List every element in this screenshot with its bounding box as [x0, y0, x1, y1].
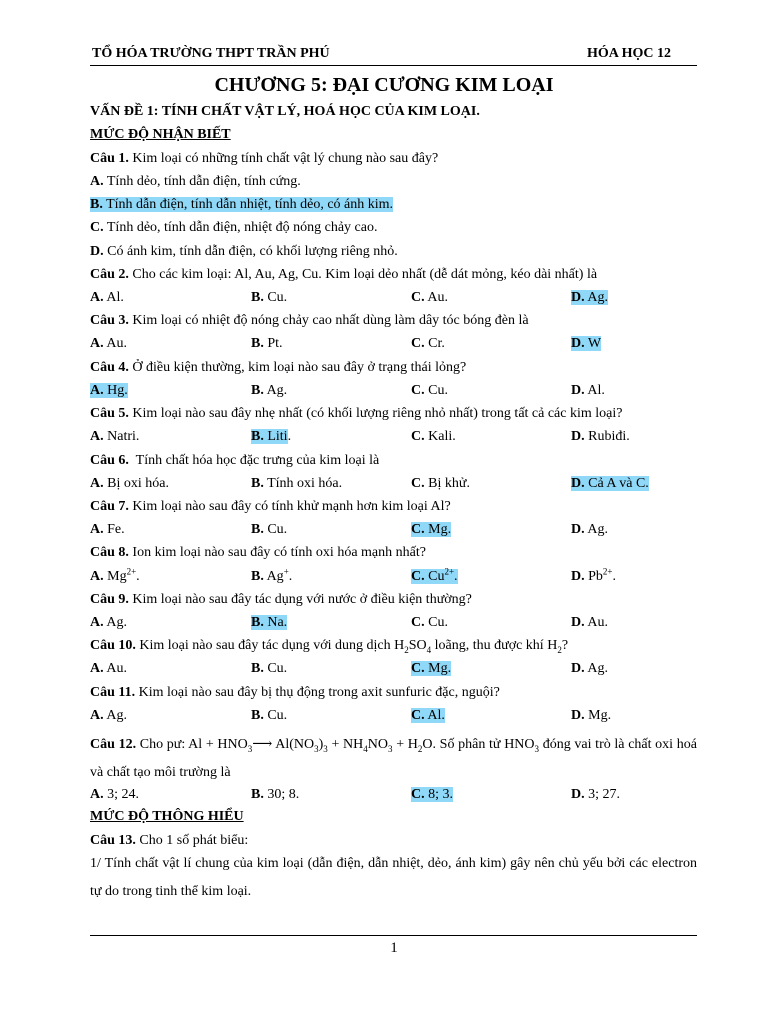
q11-option-b [251, 708, 287, 724]
q8-option-b [251, 566, 293, 585]
option-text: Liti [263, 429, 288, 444]
question-text: Kim loại nào sau đây có tính khử mạnh hơn kim loại Al? [128, 499, 451, 514]
option-text: Ag. [584, 661, 608, 676]
answer-highlight [90, 383, 128, 398]
question-label: Câu 5. [90, 406, 129, 421]
q4-option-b [251, 383, 287, 399]
option-text: Có ánh kim, tính dẫn điện, có khối lượng riêng nhỏ. [103, 244, 398, 259]
q4-option-a [90, 383, 128, 399]
page-title: CHƯƠNG 5: ĐẠI CƯƠNG KIM LOẠI [214, 74, 554, 96]
q8-option-d [571, 566, 616, 585]
q5-option-b [251, 429, 291, 445]
question-text: Kim loại có nhiệt độ nóng chảy cao nhất dùng làm dây tóc bóng đèn là [128, 313, 529, 328]
option-label: D. [571, 429, 585, 444]
option-text: Tính dẻo, tính dẫn điện, nhiệt độ nóng chảy cao. [103, 220, 378, 235]
charge-sup: 2+ [126, 566, 137, 577]
option-label: A. [90, 476, 104, 491]
q6-option-a [90, 476, 169, 492]
option-text: Au. [103, 336, 127, 351]
option-label: A. [90, 661, 104, 676]
option-label: B. [251, 429, 264, 444]
q13-statement-1: 1/ Tính chất vật lí chung của kim loại (dẫn điện, dẫn nhiệt, dẻo, ánh kim) gây nên chủ yếu bởi các electron tự do trong tinh thể kim loại. [90, 856, 697, 899]
question-8 [90, 545, 426, 561]
option-label: B. [251, 569, 264, 584]
q7-option-a [90, 522, 125, 538]
option-label: B. [90, 197, 103, 212]
option-text: Cu. [424, 615, 448, 630]
q11-option-c [411, 708, 445, 724]
question-label: Câu 10. [90, 638, 136, 653]
option-label: A. [90, 569, 104, 584]
option-label: A. [90, 708, 104, 723]
q1-option-a [90, 174, 301, 190]
option-label: C. [90, 220, 104, 235]
option-text: 3; 24. [103, 787, 140, 802]
page-number: 1 [390, 940, 398, 956]
question-label: Câu 9. [90, 592, 129, 607]
answer-highlight [411, 787, 453, 802]
question-text: loãng, thu được khí H [431, 638, 558, 653]
option-label: B. [251, 615, 264, 630]
option-text: 30; 8. [263, 787, 300, 802]
question-label: Câu 4. [90, 360, 129, 375]
option-text: Cu. [263, 661, 288, 676]
question-text: Kim loại nào sau đây bị thụ động trong axit sunfuric đặc, nguội? [135, 685, 500, 700]
option-text: Natri. [103, 429, 140, 444]
option-punct: . [612, 569, 616, 584]
option-punct: . [136, 569, 140, 584]
question-text: Cho các kim loại: Al, Au, Ag, Cu. Kim loại dẻo nhất (dễ dát mỏng, kéo dài nhất) là [128, 267, 598, 282]
answer-highlight [411, 522, 451, 537]
option-text: Mg. [584, 708, 612, 723]
question-4 [90, 360, 466, 376]
question-label: Câu 8. [90, 545, 129, 560]
option-text: Cu [424, 569, 445, 584]
option-label: D. [90, 244, 104, 259]
option-label: A. [90, 522, 104, 537]
reaction-arrow: ⟶ [252, 737, 273, 752]
question-12 [90, 731, 697, 787]
question-label: Câu 6. [90, 453, 129, 468]
option-label: C. [411, 522, 425, 537]
question-label: Câu 1. [90, 151, 129, 166]
question-11 [90, 685, 500, 701]
answer-highlight [411, 708, 445, 723]
q7-option-c [411, 522, 451, 538]
option-text: Cu. [263, 290, 288, 305]
q6-option-d [571, 476, 649, 492]
question-text: + NH [327, 737, 364, 752]
charge-sup: + [283, 566, 289, 577]
answer-highlight [571, 336, 601, 351]
option-label: D. [571, 383, 585, 398]
option-label: B. [251, 708, 264, 723]
option-label: C. [411, 290, 425, 305]
q8-option-a [90, 566, 140, 585]
q1-option-d [90, 244, 398, 260]
option-text: Mg. [424, 661, 452, 676]
question-6 [90, 453, 379, 469]
answer-highlight [251, 615, 287, 630]
q9-option-d [571, 615, 608, 631]
charge-sup: 2+ [602, 566, 613, 577]
q7-option-b [251, 522, 287, 538]
q5-option-a [90, 429, 139, 445]
answer-highlight [411, 661, 451, 676]
option-text: Kali. [424, 429, 456, 444]
option-text: Ag. [584, 522, 608, 537]
q9-option-c [411, 615, 448, 631]
option-label: D. [571, 336, 585, 351]
q9-option-a [90, 615, 127, 631]
q10-option-c [411, 661, 451, 677]
option-text: Mg [103, 569, 127, 584]
q11-option-d [571, 708, 611, 724]
question-text: + H [392, 737, 418, 752]
option-punct: . [454, 569, 458, 584]
option-label: C. [411, 569, 425, 584]
question-text: Kim loại nào sau đây nhẹ nhất (có khối lượng riêng nhỏ nhất) trong tất cả các kim loại? [128, 406, 623, 421]
option-label: D. [571, 522, 585, 537]
option-text: Ag [263, 569, 284, 584]
option-text: Au. [584, 615, 608, 630]
question-label: Câu 2. [90, 267, 129, 282]
option-label: A. [90, 174, 104, 189]
q2-option-c [411, 290, 448, 306]
option-label: D. [571, 708, 585, 723]
option-label: A. [90, 383, 104, 398]
question-text: Kim loại nào sau đây tác dụng với nước ở điều kiện thường? [128, 592, 472, 607]
question-text: ) [318, 737, 324, 752]
q5-option-d [571, 429, 630, 445]
q2-option-a [90, 290, 124, 306]
option-text: Au. [103, 661, 127, 676]
option-text: Mg. [424, 522, 452, 537]
question-label: Câu 7. [90, 499, 129, 514]
answer-highlight [90, 197, 393, 212]
question-text: Cho pư: Al + HNO [136, 737, 248, 752]
option-text: W [584, 336, 602, 351]
option-label: D. [571, 615, 585, 630]
question-text: đóng vai trò là chất oxi hoá và chất tạo môi trường là [90, 737, 697, 780]
option-label: B. [251, 383, 264, 398]
question-label: Câu 13. [90, 833, 136, 848]
subscript: 3 [314, 743, 319, 754]
q5-option-c [411, 429, 456, 445]
option-text: Ag. [103, 615, 127, 630]
option-text: Bị khử. [424, 476, 470, 491]
question-label: Câu 12. [90, 737, 137, 752]
option-label: C. [411, 615, 425, 630]
option-text: Ag. [263, 383, 288, 398]
q1-option-c [90, 220, 377, 236]
option-punct: . [288, 569, 293, 584]
q9-option-b [251, 615, 287, 631]
q10-option-a [90, 661, 127, 677]
subscript: 3 [534, 743, 540, 754]
option-text: Fe. [103, 522, 125, 537]
q3-option-d [571, 336, 601, 352]
option-text: Ag. [584, 290, 608, 305]
question-10 [90, 638, 568, 654]
option-label: B. [251, 787, 264, 802]
answer-highlight [571, 476, 649, 491]
option-label: C. [411, 336, 425, 351]
subscript: 2 [557, 644, 562, 655]
q6-option-c [411, 476, 470, 492]
option-text: Bị oxi hóa. [103, 476, 169, 491]
subscript: 3 [247, 743, 253, 754]
level-heading-recognition: MỨC ĐỘ NHẬN BIẾT [90, 127, 231, 142]
option-text: Au. [424, 290, 448, 305]
subscript: 3 [388, 743, 393, 754]
question-label: Câu 11. [90, 685, 136, 700]
option-punct: . [287, 429, 292, 444]
subscript: 2 [404, 644, 409, 655]
question-text: Cho 1 số phát biểu: [135, 833, 249, 848]
question-label: Câu 3. [90, 313, 129, 328]
subscript: 2 [417, 743, 423, 754]
question-text: Kim loại có những tính chất vật lý chung nào sau đây? [128, 151, 439, 166]
question-text: Tính chất hóa học đặc trưng của kim loại là [128, 453, 380, 468]
question-9 [90, 592, 472, 608]
option-text: Cr. [424, 336, 445, 351]
q3-option-a [90, 336, 127, 352]
question-text: NO [367, 737, 389, 752]
q2-option-b [251, 290, 287, 306]
header-divider [90, 65, 697, 66]
option-text: Al. [584, 383, 605, 398]
question-13 [90, 833, 248, 849]
option-label: A. [90, 336, 104, 351]
option-text: Tính dẻo, tính dẫn điện, tính cứng. [103, 174, 301, 189]
option-label: D. [571, 290, 585, 305]
option-label: B. [251, 661, 264, 676]
option-label: C. [411, 429, 425, 444]
question-5 [90, 406, 622, 422]
answer-highlight [411, 566, 458, 584]
answer-highlight [571, 290, 608, 305]
answer-highlight [251, 429, 288, 444]
subscript: 3 [323, 743, 328, 754]
section-heading: VẤN ĐỀ 1: TÍNH CHẤT VẬT LÝ, HOÁ HỌC CỦA KIM LOẠI. [90, 104, 480, 119]
question-text: SO [408, 638, 427, 653]
option-label: A. [90, 615, 104, 630]
question-text: Ion kim loại nào sau đây có tính oxi hóa mạnh nhất? [128, 545, 426, 560]
question-text: ? [561, 638, 569, 653]
option-text: 8; 3. [424, 787, 454, 802]
q4-option-c [411, 383, 448, 399]
option-label: C. [411, 708, 425, 723]
option-text: Pb [584, 569, 603, 584]
option-text: Tính dẫn điện, tính dẫn nhiệt, tính dẻo, có ánh kim. [102, 197, 394, 212]
q2-option-d [571, 290, 608, 306]
option-label: C. [411, 787, 425, 802]
q12-option-a [90, 787, 139, 803]
option-text: Ag. [103, 708, 127, 723]
option-label: D. [571, 661, 585, 676]
option-text: Cu. [263, 522, 288, 537]
q12-option-b [251, 787, 299, 803]
q11-option-a [90, 708, 127, 724]
option-text: Cu. [263, 708, 288, 723]
option-text: Tính oxi hóa. [263, 476, 343, 491]
option-label: D. [571, 787, 585, 802]
question-2 [90, 267, 597, 283]
q6-option-b [251, 476, 342, 492]
option-label: C. [411, 661, 425, 676]
q8-option-c [411, 566, 458, 585]
question-text: Kim loại nào sau đây tác dụng với dung dịch H [135, 638, 405, 653]
option-label: A. [90, 290, 104, 305]
q10-option-b [251, 661, 287, 677]
header-right: HÓA HỌC 12 [587, 46, 672, 61]
option-text: Pt. [263, 336, 283, 351]
option-label: C. [411, 476, 425, 491]
option-text: Na. [263, 615, 288, 630]
level-heading-comprehension: MỨC ĐỘ THÔNG HIỂU [90, 809, 244, 824]
option-label: B. [251, 522, 264, 537]
subscript: 4 [363, 743, 368, 754]
option-text: 3; 27. [584, 787, 621, 802]
q7-option-d [571, 522, 608, 538]
option-label: A. [90, 787, 104, 802]
footer-divider [90, 935, 697, 936]
question-1 [90, 151, 438, 167]
option-text: Cả A và C. [584, 476, 649, 491]
option-text: Rubiđi. [584, 429, 630, 444]
subscript: 4 [426, 644, 432, 655]
q3-option-c [411, 336, 445, 352]
option-label: D. [571, 569, 585, 584]
question-7 [90, 499, 451, 515]
option-label: B. [251, 290, 264, 305]
option-label: B. [251, 476, 264, 491]
option-label: D. [571, 476, 585, 491]
option-text: Al. [424, 708, 445, 723]
q1-option-b [90, 197, 393, 213]
q3-option-b [251, 336, 283, 352]
option-label: A. [90, 429, 104, 444]
header-left: TỔ HÓA TRƯỜNG THPT TRẦN PHÚ [92, 46, 330, 61]
charge-sup: 2+ [444, 566, 455, 577]
option-label: B. [251, 336, 264, 351]
q12-option-c [411, 787, 453, 803]
option-text: Cu. [424, 383, 448, 398]
option-label: C. [411, 383, 425, 398]
q12-option-d [571, 787, 620, 803]
question-text: Ở điều kiện thường, kim loại nào sau đây ở trạng thái lỏng? [128, 360, 467, 375]
q4-option-d [571, 383, 605, 399]
option-text: Al. [103, 290, 124, 305]
q10-option-d [571, 661, 608, 677]
option-text: Hg. [103, 383, 128, 398]
question-3 [90, 313, 529, 329]
question-text: O. Số phân tử HNO [422, 737, 535, 752]
question-text: Al(NO [272, 737, 315, 752]
